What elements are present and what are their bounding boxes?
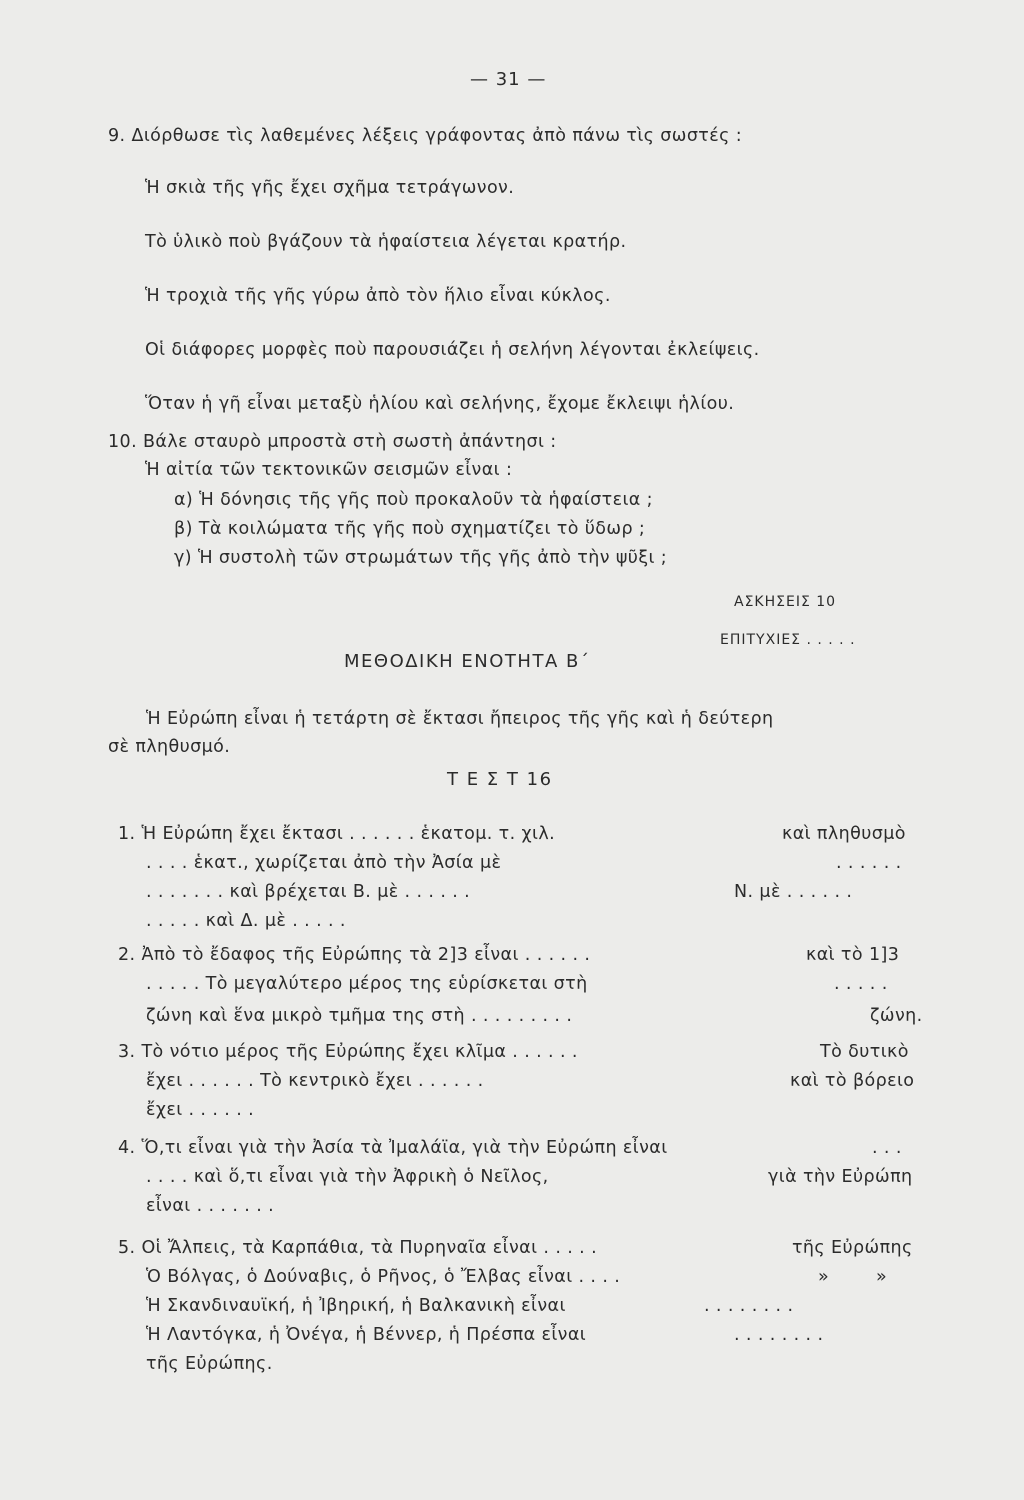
q3-line-1-end: Τὸ δυτικὸ: [820, 1042, 909, 1062]
q1-line-1: 1. Ἡ Εὐρώπη ἔχει ἔκτασι . . . . . . ἑκατομ. τ. χιλ.: [118, 824, 556, 844]
q3-line-2: ἔχει . . . . . . Τὸ κεντρικὸ ἔχει . . . . . .: [146, 1071, 484, 1091]
test-title: Τ Ε Σ Τ 16: [447, 769, 553, 790]
q4-line-1-end: . . .: [872, 1138, 902, 1158]
exercise-9-line-5: Ὅταν ἡ γῆ εἶναι μεταξὺ ἡλίου καὶ σελήνης, ἔχομε ἔκλειψι ἡλίου.: [145, 394, 735, 414]
page-number: — 31 —: [470, 69, 547, 90]
q2-line-1-end: καὶ τὸ 1]3: [806, 945, 900, 965]
exercise-9-line-3: Ἡ τροχιὰ τῆς γῆς γύρω ἀπὸ τὸν ἥλιο εἶναι κύκλος.: [145, 286, 611, 306]
exercise-10-stem: Ἡ αἰτία τῶν τεκτονικῶν σεισμῶν εἶναι :: [145, 460, 513, 480]
exercise-9-title: 9. Διόρθωσε τὶς λαθεμένες λέξεις γράφοντας ἀπὸ πάνω τὶς σωστές :: [108, 126, 743, 146]
q1-line-3: . . . . . . . καὶ βρέχεται Β. μὲ . . . . . .: [146, 882, 471, 902]
q5-line-2-ditto-2: »: [876, 1267, 888, 1287]
q1-line-1-end: καὶ πληθυσμὸ: [782, 824, 906, 844]
q5-line-3-end: . . . . . . . .: [704, 1296, 794, 1316]
q4-line-2: . . . . καὶ ὅ,τι εἶναι γιὰ τὴν Ἀφρικὴ ὁ Νεῖλος,: [146, 1167, 549, 1187]
q2-line-2-end: . . . . .: [834, 974, 888, 994]
q1-line-3-end: Ν. μὲ . . . . . .: [734, 882, 853, 902]
exercise-10-option-c: γ) Ἡ συστολὴ τῶν στρωμάτων τῆς γῆς ἀπὸ τὴν ψῦξι ;: [174, 548, 668, 568]
q5-line-2: Ὁ Βόλγας, ὁ Δούναβις, ὁ Ρῆνος, ὁ Ἔλβας εἶναι . . . .: [146, 1267, 621, 1287]
exercise-9-line-2: Τὸ ὑλικὸ ποὺ βγάζουν τὰ ἡφαίστεια λέγεται κρατήρ.: [145, 232, 627, 252]
q2-line-2: . . . . . Τὸ μεγαλύτερο μέρος της εὑρίσκεται στὴ: [146, 974, 588, 994]
q2-line-3-end: ζώνη.: [870, 1006, 923, 1026]
q3-line-1: 3. Τὸ νότιο μέρος τῆς Εὐρώπης ἔχει κλῖμα . . . . . .: [118, 1042, 578, 1062]
unit-title: ΜΕΘΟΔΙΚΗ ΕΝΟΤΗΤΑ Β΄: [344, 651, 591, 672]
exercise-9-line-1: Ἡ σκιὰ τῆς γῆς ἔχει σχῆμα τετράγωνον.: [145, 178, 515, 198]
q5-line-1: 5. Οἱ Ἄλπεις, τὰ Καρπάθια, τὰ Πυρηναῖα εἶναι . . . . .: [118, 1238, 598, 1258]
q5-line-4-end: . . . . . . . .: [734, 1325, 824, 1345]
q4-line-3: εἶναι . . . . . . .: [146, 1196, 275, 1216]
q4-line-1: 4. Ὅ,τι εἶναι γιὰ τὴν Ἀσία τὰ Ἰμαλάϊα, γιὰ τὴν Εὐρώπη εἶναι: [118, 1138, 668, 1158]
q2-line-1: 2. Ἀπὸ τὸ ἔδαφος τῆς Εὐρώπης τὰ 2]3 εἶναι . . . . . .: [118, 945, 591, 965]
q3-line-2-end: καὶ τὸ βόρειο: [790, 1071, 915, 1091]
q3-line-3: ἔχει . . . . . .: [146, 1100, 255, 1120]
q5-line-3: Ἡ Σκανδιναυϊκή, ἡ Ἰβηρική, ἡ Βαλκανικὴ εἶναι: [146, 1296, 566, 1316]
q1-line-2-end: . . . . . .: [836, 853, 902, 873]
q5-line-4: Ἡ Λαντόγκα, ἡ Ὀνέγα, ἡ Βέννερ, ἡ Πρέσπα εἶναι: [146, 1325, 587, 1345]
q4-line-2-end: γιὰ τὴν Εὐρώπη: [768, 1167, 913, 1187]
intro-line-1: Ἡ Εὐρώπη εἶναι ἡ τετάρτη σὲ ἔκτασι ἤπειρος τῆς γῆς καὶ ἡ δεύτερη: [146, 709, 774, 729]
q1-line-2: . . . . ἑκατ., χωρίζεται ἀπὸ τὴν Ἀσία μὲ: [146, 853, 502, 873]
q2-line-3: ζώνη καὶ ἕνα μικρὸ τμῆμα της στὴ . . . . . . . . .: [146, 1006, 573, 1026]
q5-line-5: τῆς Εὐρώπης.: [146, 1354, 273, 1374]
q1-line-4: . . . . . καὶ Δ. μὲ . . . . .: [146, 911, 346, 931]
intro-line-2: σὲ πληθυσμό.: [108, 737, 231, 757]
score-exercises: ΑΣΚΗΣΕΙΣ 10: [734, 594, 837, 610]
exercise-9-line-4: Οἱ διάφορες μορφὲς ποὺ παρουσιάζει ἡ σελήνη λέγονται ἐκλείψεις.: [145, 340, 760, 360]
exercise-10-option-b: β) Τὰ κοιλώματα τῆς γῆς ποὺ σχηματίζει τὸ ὕδωρ ;: [174, 519, 646, 539]
exercise-10-title: 10. Βάλε σταυρὸ μπροστὰ στὴ σωστὴ ἀπάντησι :: [108, 432, 557, 452]
exercise-10-option-a: α) Ἡ δόνησις τῆς γῆς ποὺ προκαλοῦν τὰ ἡφαίστεια ;: [174, 490, 653, 510]
q5-line-1-end: τῆς Εὐρώπης: [792, 1238, 913, 1258]
score-successes: ΕΠΙΤΥΧΙΕΣ . . . . .: [720, 632, 856, 648]
q5-line-2-ditto-1: »: [818, 1267, 830, 1287]
